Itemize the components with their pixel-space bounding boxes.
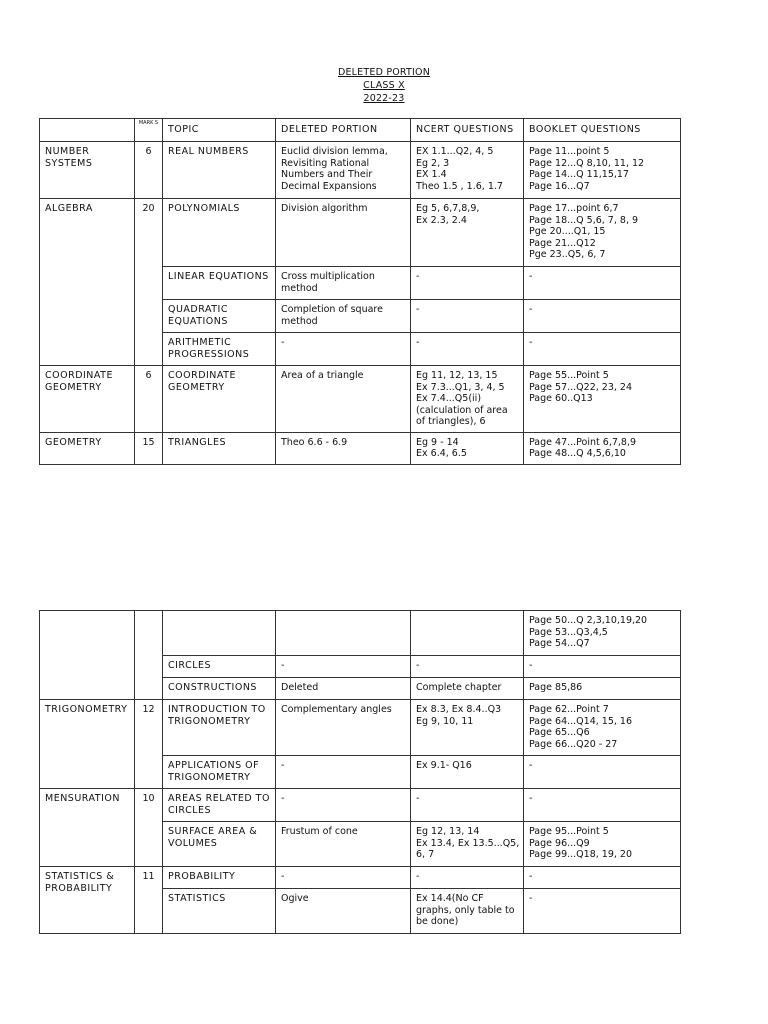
ncert-questions-cell-line: EX 1.1...Q2, 4, 5 [416, 146, 494, 157]
ncert-questions-cell [411, 432, 524, 464]
booklet-questions-cell-line: Page 85,86 [529, 682, 583, 693]
unit-cell: COORDINATE GEOMETRY [40, 366, 135, 433]
booklet-questions-cell-line: - [529, 760, 533, 771]
booklet-questions-cell-line: - [529, 893, 533, 904]
deleted-portion-cell: Complementary angles [276, 700, 411, 756]
unit-cell: MENSURATION [40, 789, 135, 867]
topic-cell: SURFACE AREA & VOLUMES [163, 822, 276, 867]
booklet-questions-cell-line: Page 47...Point 6,7,8,9 [529, 436, 637, 448]
booklet-questions-cell [524, 867, 681, 889]
table-row [40, 867, 681, 889]
table-row [40, 700, 681, 756]
topic-cell: ARITHMETIC PROGRESSIONS [163, 333, 276, 366]
booklet-questions-cell [524, 432, 681, 464]
booklet-questions-cell-line: - [529, 271, 533, 282]
booklet-questions-cell [524, 366, 681, 433]
header-unit [40, 119, 135, 142]
ncert-questions-cell-line: Ex 2.3, 2.4 [416, 214, 467, 226]
marks-cell: 6 [135, 142, 163, 199]
booklet-questions-cell-line: Page 62...Point 7 [529, 704, 609, 715]
ncert-questions-cell-line: of triangles), 6 [416, 416, 486, 427]
topic-cell: POLYNOMIALS [163, 199, 276, 267]
ncert-questions-cell-line: Complete chapter [416, 682, 502, 693]
ncert-questions-cell-line: - [416, 660, 420, 671]
header-ncert-questions: NCERT QUESTIONS [411, 119, 524, 142]
topic-cell: REAL NUMBERS [163, 142, 276, 199]
topic-cell: CONSTRUCTIONS [163, 678, 276, 700]
ncert-questions-cell-line: Eg 9, 10, 11 [416, 715, 474, 727]
marks-cell: 11 [135, 867, 163, 934]
syllabus-table-2 [39, 610, 681, 934]
booklet-questions-cell [524, 267, 681, 300]
ncert-questions-cell-line: Ex 8.3, Ex 8.4..Q3 [416, 704, 502, 715]
booklet-questions-cell-line: Page 66...Q20 - 27 [529, 738, 618, 750]
deleted-portion-cell: - [276, 656, 411, 678]
ncert-questions-cell-line: Ex 13.4, Ex 13.5...Q5, [416, 837, 520, 849]
booklet-questions-cell-line: Page 53...Q3,4,5 [529, 626, 608, 638]
deleted-portion-cell: - [276, 333, 411, 366]
unit-cell: ALGEBRA [40, 199, 135, 366]
marks-cell [135, 611, 163, 700]
ncert-questions-cell-line: Ex 6.4, 6.5 [416, 448, 467, 459]
topic-cell: COORDINATE GEOMETRY [163, 366, 276, 433]
booklet-questions-cell [524, 611, 681, 656]
booklet-questions-cell-line: Page 60..Q13 [529, 393, 593, 404]
deleted-portion-cell: Frustum of cone [276, 822, 411, 867]
ncert-questions-cell-line: - [416, 337, 420, 348]
booklet-questions-cell [524, 678, 681, 700]
title-line-3: 2022-23 [363, 93, 405, 104]
table-row [40, 432, 681, 464]
header-deleted-portion: DELETED PORTION [276, 119, 411, 142]
deleted-portion-cell: Division algorithm [276, 199, 411, 267]
topic-cell: STATISTICS [163, 889, 276, 934]
booklet-questions-cell-line: Page 12...Q 8,10, 11, 12 [529, 157, 645, 169]
booklet-questions-cell-line: Page 99...Q18, 19, 20 [529, 849, 632, 860]
ncert-questions-cell [411, 611, 524, 656]
ncert-questions-cell-line: Ex 9.1- Q16 [416, 760, 472, 771]
ncert-questions-cell-line: Ex 7.3...Q1, 3, 4, 5 [416, 381, 505, 393]
ncert-questions-cell [411, 199, 524, 267]
marks-cell: 12 [135, 700, 163, 789]
ncert-questions-cell [411, 789, 524, 822]
unit-cell [40, 611, 135, 700]
table-row [40, 142, 681, 199]
title-line-2: CLASS X [363, 80, 405, 91]
topic-cell: TRIANGLES [163, 432, 276, 464]
header-marks: MARK S [135, 119, 163, 142]
booklet-questions-cell-line: Page 54...Q7 [529, 638, 590, 649]
booklet-questions-cell-line: Page 16...Q7 [529, 180, 590, 192]
ncert-questions-cell-line: be done) [416, 916, 459, 927]
ncert-questions-cell-line: 6, 7 [416, 849, 435, 860]
unit-cell: NUMBER SYSTEMS [40, 142, 135, 199]
booklet-questions-cell-line: - [529, 793, 533, 804]
header-row [40, 119, 681, 142]
topic-cell: QUADRATIC EQUATIONS [163, 300, 276, 333]
ncert-questions-cell-line: - [416, 793, 420, 804]
marks-cell: 15 [135, 432, 163, 464]
deleted-portion-cell: Area of a triangle [276, 366, 411, 433]
header-topic: TOPIC [163, 119, 276, 142]
booklet-questions-cell [524, 300, 681, 333]
deleted-portion-cell: Ogive [276, 889, 411, 934]
booklet-questions-cell-line: Page 55...Point 5 [529, 370, 609, 381]
marks-cell: 6 [135, 366, 163, 433]
booklet-questions-cell [524, 756, 681, 789]
ncert-questions-cell [411, 142, 524, 199]
ncert-questions-cell [411, 678, 524, 700]
ncert-questions-cell [411, 656, 524, 678]
booklet-questions-cell-line: - [529, 337, 533, 348]
booklet-questions-cell [524, 889, 681, 934]
document-title [0, 66, 768, 105]
topic-cell: INTRODUCTION TO TRIGONOMETRY [163, 700, 276, 756]
ncert-questions-cell-line: Eg 9 - 14 [416, 436, 459, 448]
deleted-portion-cell: Cross multiplication method [276, 267, 411, 300]
booklet-questions-cell [524, 656, 681, 678]
deleted-portion-cell: - [276, 756, 411, 789]
ncert-questions-cell [411, 867, 524, 889]
booklet-questions-cell-line: Pge 23..Q5, 6, 7 [529, 249, 606, 260]
booklet-questions-cell-line: Page 18...Q 5,6, 7, 8, 9 [529, 214, 639, 226]
booklet-questions-cell-line: Page 96...Q9 [529, 837, 590, 849]
booklet-questions-cell-line: Page 14...Q 11,15,17 [529, 169, 629, 180]
ncert-questions-cell-line: Ex 7.4...Q5(ii) [416, 393, 482, 404]
booklet-questions-cell-line: Page 11...point 5 [529, 146, 610, 157]
ncert-questions-cell-line: - [416, 304, 420, 315]
marks-cell: 10 [135, 789, 163, 867]
topic-cell [163, 611, 276, 656]
topic-cell: CIRCLES [163, 656, 276, 678]
ncert-questions-cell-line: - [416, 871, 420, 882]
booklet-questions-cell [524, 199, 681, 267]
ncert-questions-cell [411, 267, 524, 300]
booklet-questions-cell-line: Page 17...point 6,7 [529, 203, 619, 214]
topic-cell: APPLICATIONS OF TRIGONOMETRY [163, 756, 276, 789]
deleted-portion-cell: Deleted [276, 678, 411, 700]
ncert-questions-cell [411, 822, 524, 867]
ncert-questions-cell [411, 366, 524, 433]
ncert-questions-cell-line: Eg 5, 6,7,8,9, [416, 203, 480, 214]
booklet-questions-cell-line: Page 21...Q12 [529, 237, 596, 249]
booklet-questions-cell-line: Page 48...Q 4,5,6,10 [529, 448, 626, 459]
ncert-questions-cell-line: EX 1.4 [416, 169, 447, 180]
ncert-questions-cell-line: graphs, only table to [416, 904, 515, 916]
unit-cell: TRIGONOMETRY [40, 700, 135, 789]
booklet-questions-cell [524, 333, 681, 366]
deleted-portion-cell [276, 611, 411, 656]
booklet-questions-cell-line: - [529, 660, 533, 671]
ncert-questions-cell-line: Ex 14.4(No CF [416, 893, 484, 904]
ncert-questions-cell-line: Eg 2, 3 [416, 157, 450, 169]
topic-cell: PROBABILITY [163, 867, 276, 889]
title-line-1: DELETED PORTION [337, 67, 431, 78]
table-row [40, 611, 681, 656]
topic-cell: LINEAR EQUATIONS [163, 267, 276, 300]
ncert-questions-cell-line: Theo 1.5 , 1.6, 1.7 [416, 180, 503, 192]
ncert-questions-cell [411, 333, 524, 366]
deleted-portion-cell: - [276, 867, 411, 889]
table-row [40, 366, 681, 433]
ncert-questions-cell [411, 756, 524, 789]
unit-cell: STATISTICS & PROBABILITY [40, 867, 135, 934]
booklet-questions-cell-line: Page 50...Q 2,3,10,19,20 [529, 615, 648, 626]
booklet-questions-cell-line: - [529, 871, 533, 882]
table-row [40, 789, 681, 822]
booklet-questions-cell [524, 822, 681, 867]
booklet-questions-cell-line: Page 57...Q22, 23, 24 [529, 381, 632, 393]
marks-cell: 20 [135, 199, 163, 366]
syllabus-table-1 [39, 118, 681, 465]
unit-cell: GEOMETRY [40, 432, 135, 464]
deleted-portion-cell: Completion of square method [276, 300, 411, 333]
booklet-questions-cell [524, 142, 681, 199]
table-row [40, 199, 681, 267]
booklet-questions-cell-line: Pge 20....Q1, 15 [529, 226, 606, 237]
ncert-questions-cell-line: (calculation of area [416, 404, 508, 416]
ncert-questions-cell-line: - [416, 271, 420, 282]
ncert-questions-cell-line: Eg 11, 12, 13, 15 [416, 370, 498, 381]
booklet-questions-cell [524, 789, 681, 822]
booklet-questions-cell-line: Page 65...Q6 [529, 727, 590, 738]
booklet-questions-cell [524, 700, 681, 756]
header-booklet-questions: BOOKLET QUESTIONS [524, 119, 681, 142]
deleted-portion-cell: - [276, 789, 411, 822]
deleted-portion-cell: Theo 6.6 - 6.9 [276, 432, 411, 464]
ncert-questions-cell [411, 889, 524, 934]
ncert-questions-cell [411, 700, 524, 756]
ncert-questions-cell-line: Eg 12, 13, 14 [416, 826, 480, 837]
booklet-questions-cell-line: Page 95...Point 5 [529, 826, 609, 837]
topic-cell: AREAS RELATED TO CIRCLES [163, 789, 276, 822]
booklet-questions-cell-line: Page 64...Q14, 15, 16 [529, 715, 632, 727]
deleted-portion-cell: Euclid division lemma, Revisiting Rational Numbers and Their Decimal Expansions [276, 142, 411, 199]
ncert-questions-cell [411, 300, 524, 333]
booklet-questions-cell-line: - [529, 304, 533, 315]
